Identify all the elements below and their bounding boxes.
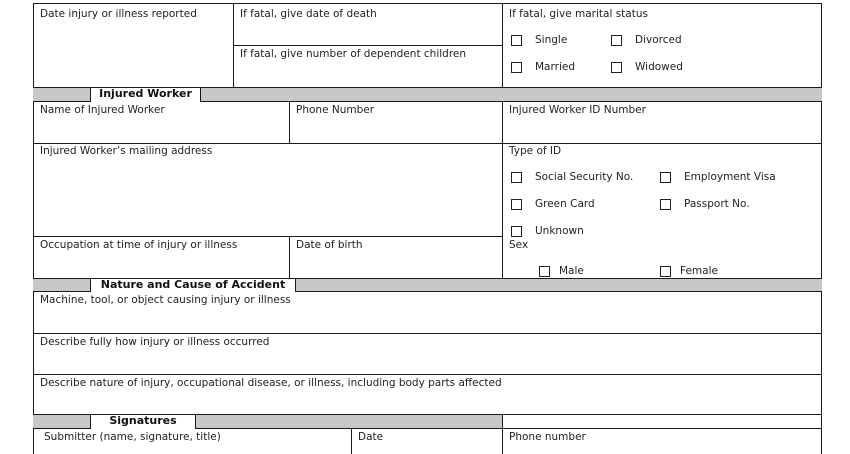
divider	[233, 45, 502, 46]
checkbox-box[interactable]	[660, 172, 671, 183]
divider	[351, 428, 352, 454]
checkbox-unknown[interactable]	[511, 225, 584, 237]
checkbox-label: Widowed	[635, 61, 683, 73]
checkbox-box[interactable]	[660, 266, 671, 277]
divider	[33, 333, 822, 334]
describe-nature-label: Describe nature of injury, occupational disease, or illness, including body parts affected	[40, 377, 502, 389]
checkbox-single[interactable]	[511, 34, 567, 46]
checkbox-label: Employment Visa	[684, 171, 776, 183]
divider	[289, 101, 290, 144]
checkbox-married[interactable]	[511, 61, 575, 73]
divider	[502, 414, 503, 454]
section-title-injured-worker: Injured Worker	[90, 87, 201, 102]
sex-label: Sex	[509, 239, 529, 251]
top-border	[33, 3, 822, 4]
checkbox-label: Social Security No.	[535, 171, 634, 183]
signature-phone-label: Phone number	[509, 431, 586, 443]
checkbox-box[interactable]	[511, 172, 522, 183]
checkbox-male[interactable]	[539, 265, 584, 277]
describe-how-label: Describe fully how injury or illness occurred	[40, 336, 270, 348]
checkbox-label: Divorced	[635, 34, 682, 46]
divider	[502, 101, 503, 278]
checkbox-label: Male	[559, 265, 584, 277]
checkbox-divorced[interactable]	[611, 34, 682, 46]
date-reported-label: Date injury or illness reported	[40, 8, 197, 20]
checkbox-employment-visa[interactable]	[660, 171, 776, 183]
divider	[502, 414, 822, 415]
type-of-id-label: Type of ID	[509, 145, 562, 157]
divider	[502, 428, 822, 429]
worker-mailing-address-label: Injured Worker’s mailing address	[40, 145, 213, 157]
divider	[33, 143, 822, 144]
divider	[502, 3, 503, 88]
divider	[33, 374, 822, 375]
worker-phone-label: Phone Number	[296, 104, 375, 116]
checkbox-label: Unknown	[535, 225, 584, 237]
checkbox-box[interactable]	[511, 62, 522, 73]
fatal-date-of-death-label: If fatal, give date of death	[240, 8, 377, 20]
checkbox-box[interactable]	[611, 35, 622, 46]
submitter-label: Submitter (name, signature, title)	[44, 431, 221, 443]
checkbox-box[interactable]	[539, 266, 550, 277]
checkbox-label: Married	[535, 61, 575, 73]
checkbox-passport[interactable]	[660, 198, 750, 210]
checkbox-social-security[interactable]	[511, 171, 633, 183]
section-title-accident: Nature and Cause of Accident	[90, 278, 296, 292]
checkbox-box[interactable]	[611, 62, 622, 73]
checkbox-female[interactable]	[660, 265, 718, 277]
worker-id-number-label: Injured Worker ID Number	[509, 104, 646, 116]
machine-label: Machine, tool, or object causing injury or illness	[40, 294, 291, 306]
checkbox-label: Female	[680, 265, 718, 277]
divider	[289, 236, 290, 278]
date-of-birth-label: Date of birth	[296, 239, 363, 251]
worker-name-label: Name of Injured Worker	[40, 104, 165, 116]
checkbox-widowed[interactable]	[611, 61, 683, 73]
section-title-signatures: Signatures	[90, 414, 196, 429]
checkbox-box[interactable]	[660, 199, 671, 210]
checkbox-label: Passport No.	[684, 198, 750, 210]
fatal-dependents-label: If fatal, give number of dependent children	[240, 48, 467, 60]
left-border	[33, 3, 34, 454]
checkbox-label: Single	[535, 34, 568, 46]
checkbox-box[interactable]	[511, 35, 522, 46]
checkbox-box[interactable]	[511, 199, 522, 210]
fatal-marital-status-label: If fatal, give marital status	[509, 8, 648, 20]
divider	[33, 236, 503, 237]
checkbox-green-card[interactable]	[511, 198, 595, 210]
right-border	[821, 3, 822, 454]
signature-date-label: Date	[358, 431, 384, 443]
occupation-label: Occupation at time of injury or illness	[40, 239, 238, 251]
checkbox-label: Green Card	[535, 198, 595, 210]
checkbox-box[interactable]	[511, 226, 522, 237]
